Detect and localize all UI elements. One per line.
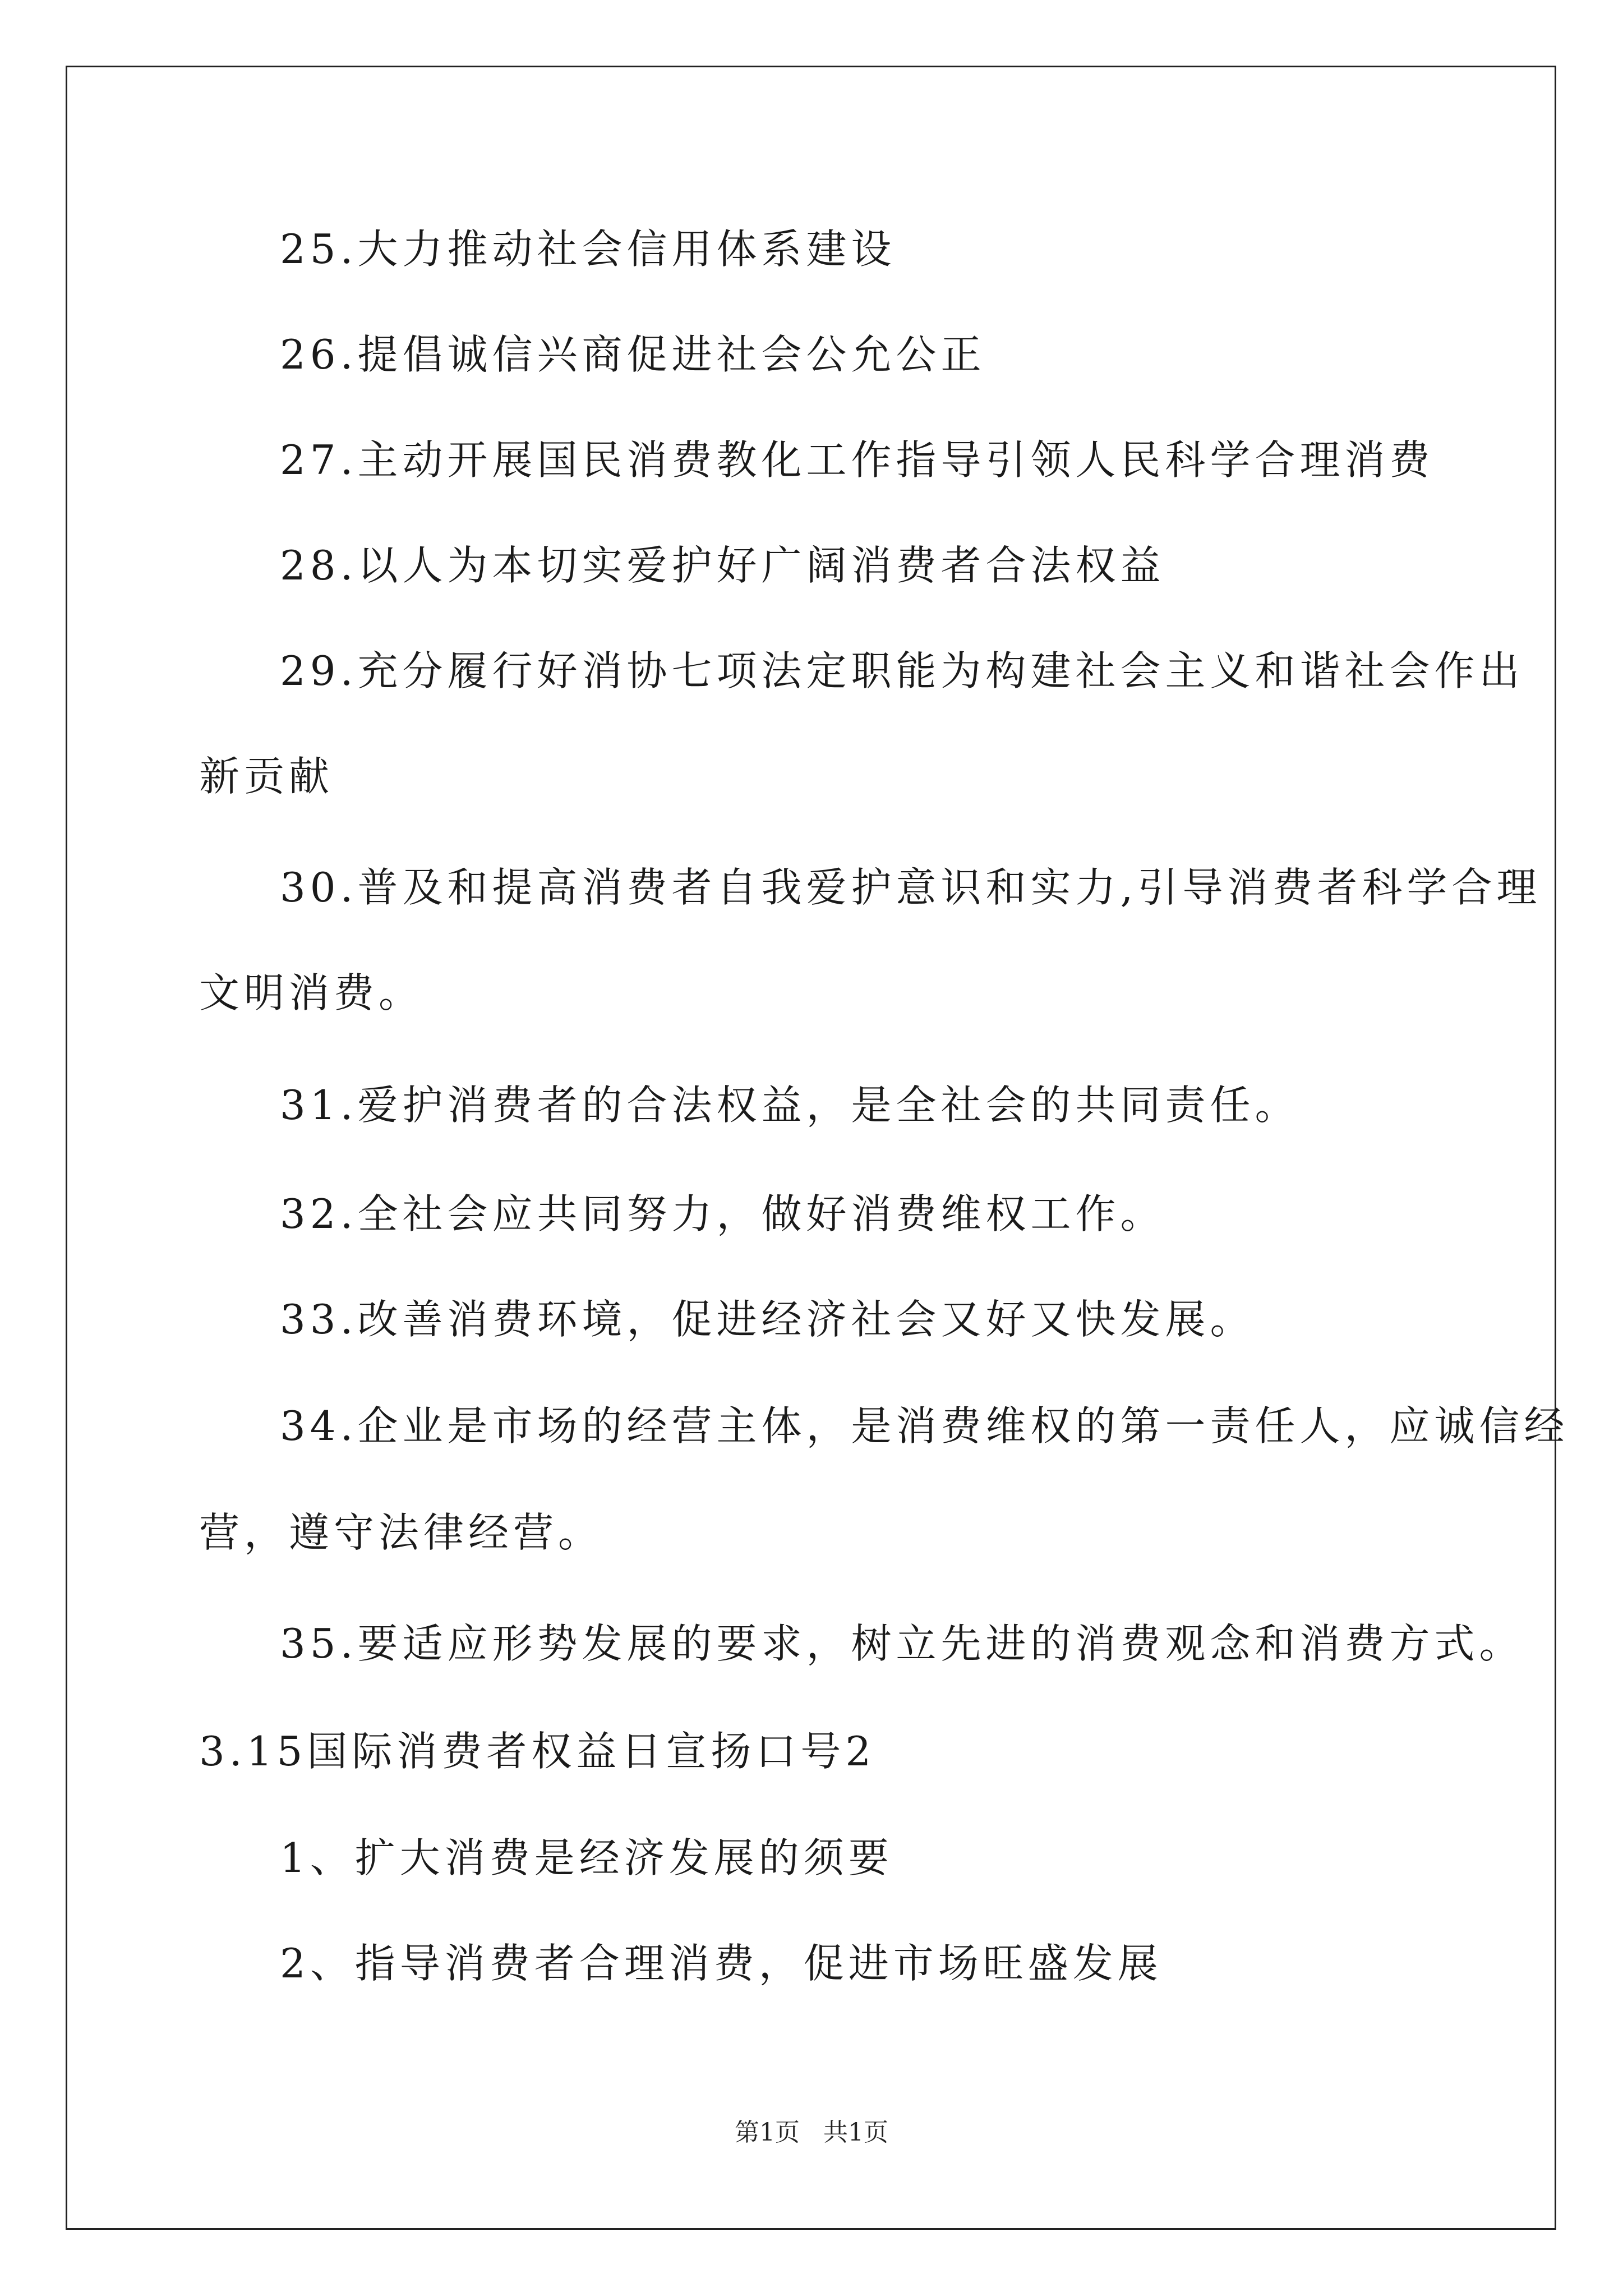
paragraph-30-line2: 文明消费。 <box>199 969 424 1016</box>
paragraph-29-line2: 新贡献 <box>199 753 334 800</box>
paragraph-34-line1: 34.企业是市场的经营主体，是消费维权的第一责任人，应诚信经 <box>280 1402 1569 1450</box>
page-number: 第1页 <box>735 2118 800 2147</box>
list-item-2: 2、指导消费者合理消费，促进市场旺盛发展 <box>280 1940 1163 1987</box>
page-total: 共1页 <box>823 2118 888 2147</box>
paragraph-26: 26.提倡诚信兴商促进社会公允公正 <box>280 331 986 378</box>
paragraph-33: 33.改善消费环境，促进经济社会又好又快发展。 <box>280 1296 1255 1343</box>
paragraph-34-line2: 营，遵守法律经营。 <box>199 1509 603 1556</box>
list-item-1: 1、扩大消费是经济发展的须要 <box>280 1834 893 1881</box>
paragraph-28: 28.以人为本切实爱护好广阔消费者合法权益 <box>280 542 1165 589</box>
paragraph-27: 27.主动开展国民消费教化工作指导引领人民科学合理消费 <box>280 436 1435 484</box>
paragraph-35: 35.要适应形势发展的要求，树立先进的消费观念和消费方式。 <box>280 1620 1524 1667</box>
paragraph-25: 25.大力推动社会信用体系建设 <box>280 226 896 273</box>
paragraph-30-line1: 30.普及和提高消费者自我爱护意识和实力,引导消费者科学合理 <box>280 864 1542 911</box>
page-frame <box>66 66 1569 2230</box>
paragraph-32: 32.全社会应共同努力，做好消费维权工作。 <box>280 1190 1165 1237</box>
paragraph-31: 31.爱护消费者的合法权益，是全社会的共同责任。 <box>280 1082 1300 1129</box>
paragraph-29-line1: 29.充分履行好消协七项法定职能为构建社会主义和谐社会作出 <box>280 647 1524 694</box>
page-footer <box>0 2120 1623 2145</box>
section-heading: 3.15国际消费者权益日宣扬口号2 <box>199 1728 876 1775</box>
